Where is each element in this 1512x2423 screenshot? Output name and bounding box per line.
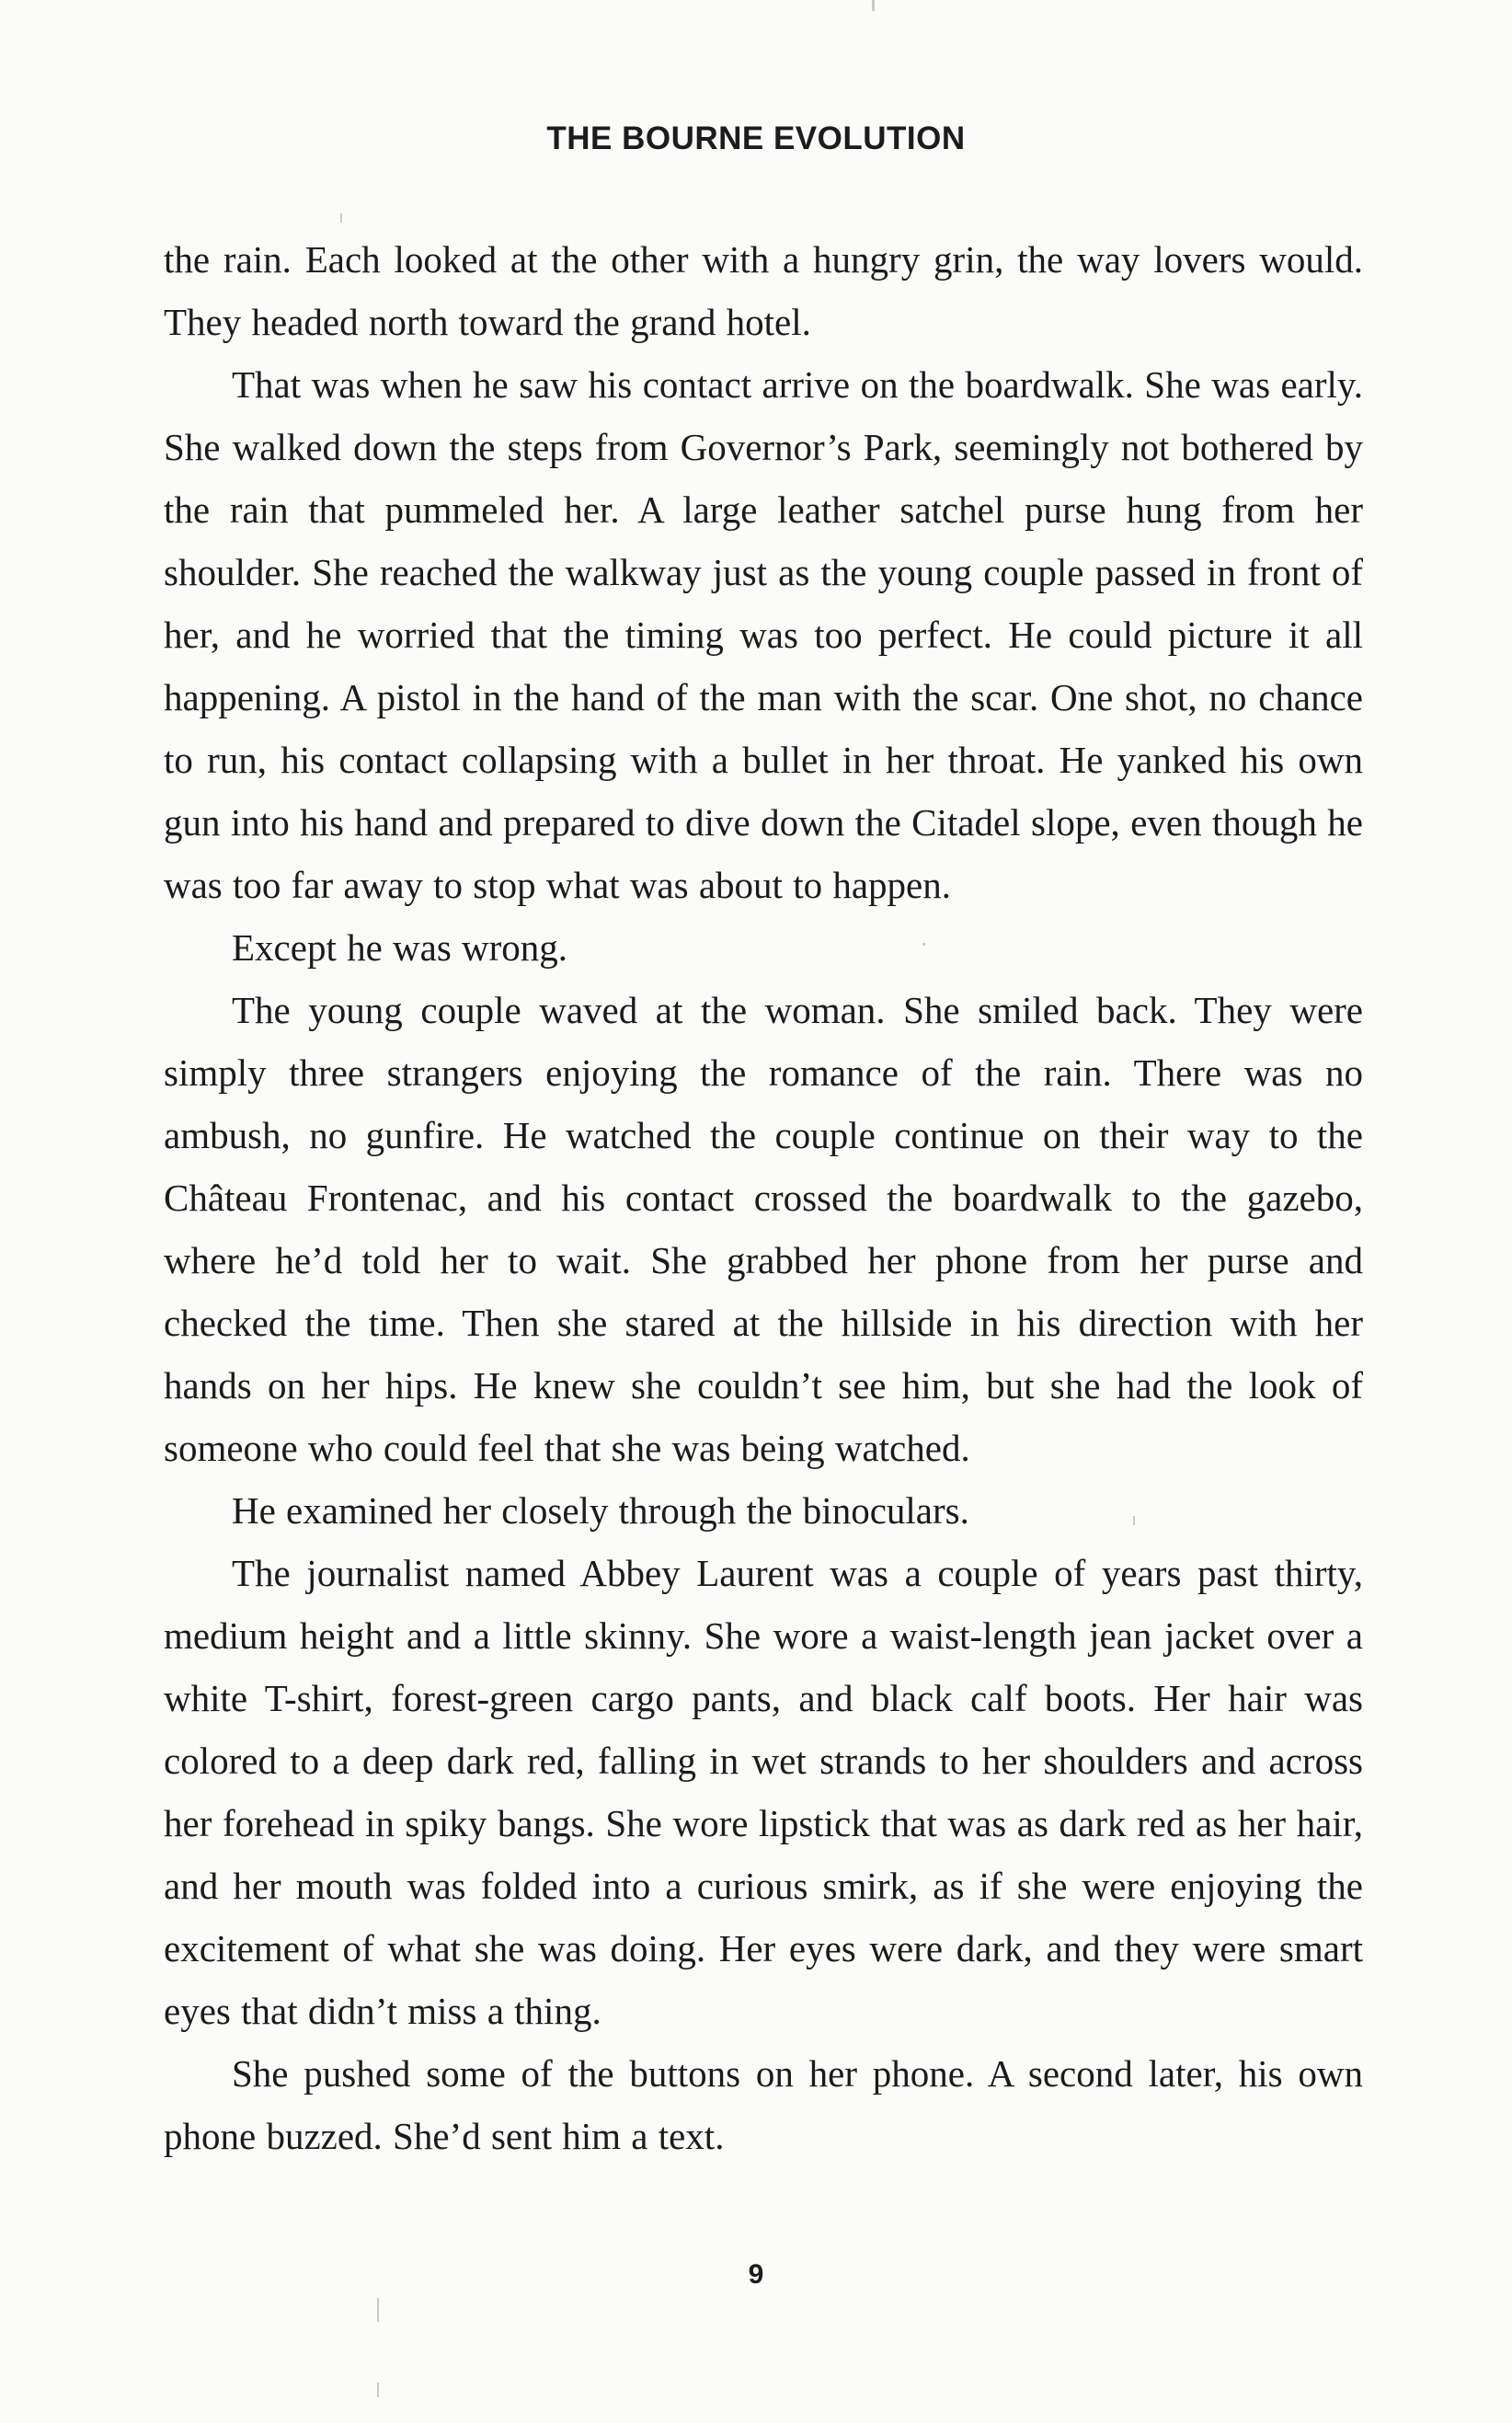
paragraph-3: Except he was wrong. <box>232 926 568 969</box>
scan-speck <box>377 2298 379 2322</box>
paragraph-5: He examined her closely through the binoculars. <box>232 1489 969 1532</box>
scan-speck <box>1133 1516 1135 1525</box>
paragraph-7: She pushed some of the buttons on her phone. A second later, his own phone buzzed. She’d sent him a text. <box>164 2052 1363 2157</box>
scan-speck <box>340 213 342 223</box>
paragraph-6: The journalist named Abbey Laurent was a couple of years past thirty, medium height and a little skinny. She wore a waist-length jean jacket over a white T-shirt, forest-green cargo pants, and black calf boots. Her hair was colored to a deep dark red, falling in wet strands to her shoulders and across her forehead in spiky bangs. She wore lipstick that was as dark red as her hair, and her mouth was folded into a curious smirk, as if she were enjoying the excitement of what she was doing. Her eyes were dark, and they were smart eyes that didn’t miss a thing. <box>164 1552 1363 2032</box>
paragraph-1: the rain. Each looked at the other with a hungry grin, the way lovers would. They headed north toward the grand hotel. <box>164 238 1363 343</box>
running-title: THE BOURNE EVOLUTION <box>546 121 966 156</box>
paragraph-4: The young couple waved at the woman. She smiled back. They were simply three strangers enjoying the romance of the rain. There was no ambush, no gunfire. He watched the couple continue on their way to the Château Frontenac, and his contact crossed the boardwalk to the gazebo, where he’d told her to wait. She grabbed her phone from her purse and checked the time. Then she stared at the hillside in his direction with her hands on her hips. He knew she couldn’t see him, but she had the look of someone who could feel that she was being watched. <box>164 989 1363 1469</box>
scan-speck <box>377 2383 379 2397</box>
scan-speck <box>922 943 925 946</box>
scan-speck <box>872 0 875 11</box>
page-number: 9 <box>748 2259 764 2290</box>
paragraph-2: That was when he saw his contact arrive on the boardwalk. She was early. She walked down the steps from Governor’s Park, seemingly not bothered by the rain that pummeled her. A large leather satchel purse hung from her shoulder. She reached the walkway just as the young couple passed in front of her, and he worried that the timing was too perfect. He could picture it all happening. A pistol in the hand of the man with the scar. One shot, no chance to run, his contact collapsing with a bullet in her throat. He yanked his own gun into his hand and prepared to dive down the Citadel slope, even though he was too far away to stop what was about to happen. <box>164 363 1363 906</box>
body-text <box>164 228 1363 2167</box>
